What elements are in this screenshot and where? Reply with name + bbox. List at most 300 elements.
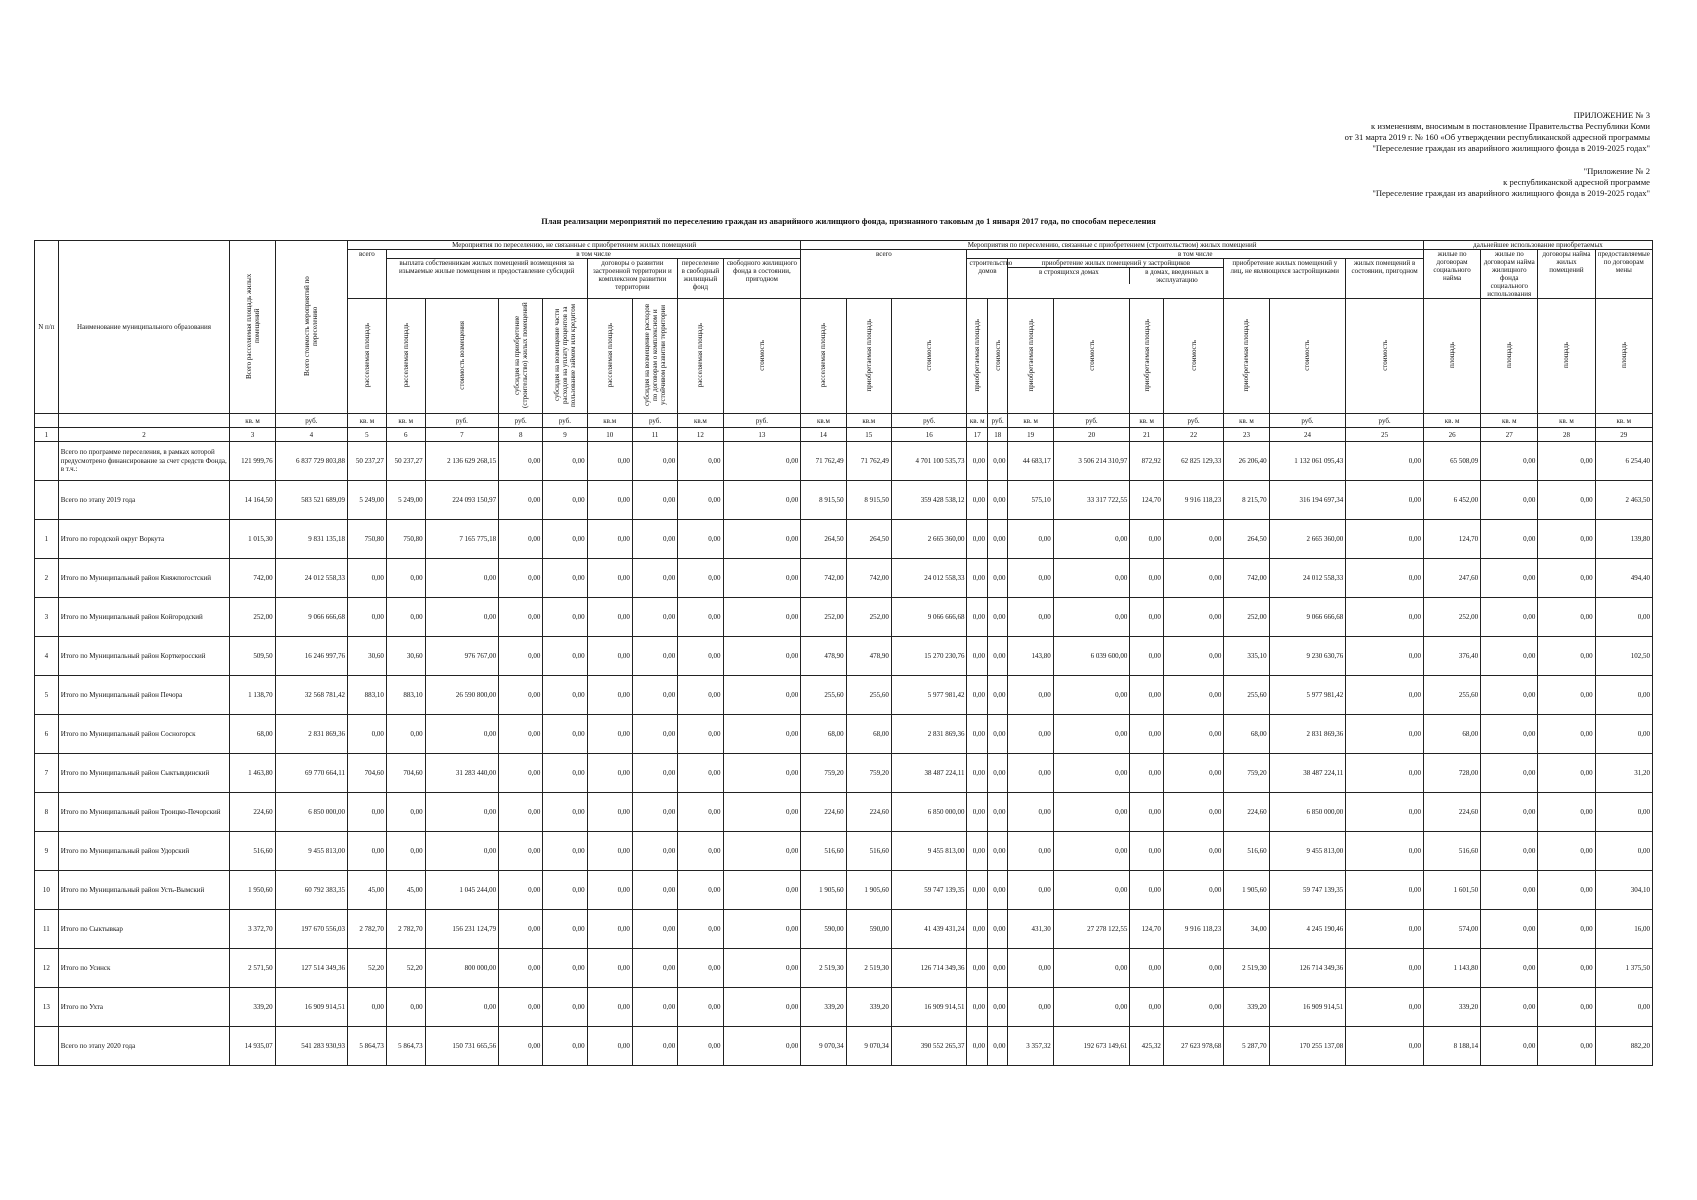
value-cell: 0,00 <box>425 715 498 754</box>
value-cell: 0,00 <box>1346 559 1424 598</box>
value-cell: 516,60 <box>1423 832 1480 871</box>
value-cell: 9 455 813,00 <box>1269 832 1346 871</box>
value-cell: 0,00 <box>723 520 801 559</box>
value-cell: 139,80 <box>1595 520 1652 559</box>
value-cell: 0,00 <box>1163 871 1223 910</box>
value-cell: 704,60 <box>386 754 425 793</box>
value-cell: 0,00 <box>1130 598 1163 637</box>
value-cell: 0,00 <box>543 988 587 1027</box>
unit-cell: кв. м <box>1008 414 1053 428</box>
table-row <box>35 910 1653 949</box>
value-cell: 1 375,50 <box>1595 949 1652 988</box>
value-cell: 0,00 <box>987 520 1008 559</box>
value-cell: 69 770 664,11 <box>275 754 347 793</box>
value-cell: 0,00 <box>967 754 988 793</box>
value-cell: 339,20 <box>801 988 846 1027</box>
value-cell: 0,00 <box>587 910 632 949</box>
header-a-free-fund: переселение в свободный жилищный фонд <box>678 259 723 299</box>
value-cell: 0,00 <box>1130 754 1163 793</box>
header-total-area: Всего расселяемая площадь жилых помещений <box>230 241 275 414</box>
value-cell: 0,00 <box>1538 637 1595 676</box>
value-cell: 0,00 <box>1346 481 1424 520</box>
column-number-cell: 1 <box>35 428 59 442</box>
value-cell: 0,00 <box>347 793 386 832</box>
value-cell: 0,00 <box>1595 832 1652 871</box>
municipality-name: Итого по Ухта <box>58 988 230 1027</box>
value-cell: 9 455 813,00 <box>891 832 967 871</box>
row-number <box>35 442 59 481</box>
municipality-name: Итого по Муниципальный район Корткеросский <box>58 637 230 676</box>
value-cell: 742,00 <box>230 559 275 598</box>
value-cell: 883,10 <box>347 676 386 715</box>
value-cell: 0,00 <box>1481 715 1538 754</box>
value-cell: 0,00 <box>678 793 723 832</box>
value-cell: 0,00 <box>543 598 587 637</box>
value-cell: 0,00 <box>425 832 498 871</box>
value-cell: 0,00 <box>499 1027 543 1066</box>
value-cell: 0,00 <box>1538 949 1595 988</box>
value-cell: 0,00 <box>723 676 801 715</box>
value-cell: 872,92 <box>1130 442 1163 481</box>
value-cell: 0,00 <box>587 637 632 676</box>
value-cell: 2 519,30 <box>846 949 891 988</box>
value-cell: 0,00 <box>1053 871 1130 910</box>
value-cell: 0,00 <box>1163 520 1223 559</box>
header-b-acquire <box>1008 259 1224 299</box>
value-cell: 16 909 914,51 <box>275 988 347 1027</box>
municipality-name: Итого по Муниципальный район Койгородский <box>58 598 230 637</box>
value-cell: 0,00 <box>967 598 988 637</box>
value-cell: 0,00 <box>723 793 801 832</box>
value-cell: 0,00 <box>632 637 677 676</box>
column-number-cell: 15 <box>846 428 891 442</box>
value-cell: 68,00 <box>230 715 275 754</box>
value-cell: 9 070,34 <box>846 1027 891 1066</box>
value-cell: 31,20 <box>1595 754 1652 793</box>
value-cell: 0,00 <box>543 1027 587 1066</box>
value-cell: 0,00 <box>1130 637 1163 676</box>
value-cell: 0,00 <box>1595 676 1652 715</box>
value-cell: 0,00 <box>499 754 543 793</box>
value-cell: 0,00 <box>543 949 587 988</box>
value-cell: 1 045 244,00 <box>425 871 498 910</box>
value-cell: 0,00 <box>1538 676 1595 715</box>
value-cell: 0,00 <box>1538 520 1595 559</box>
row-number: 6 <box>35 715 59 754</box>
unit-cell: кв. м <box>1481 414 1538 428</box>
table-row <box>35 754 1653 793</box>
value-cell: 3 372,70 <box>230 910 275 949</box>
value-cell: 0,00 <box>1346 793 1424 832</box>
value-cell: 0,00 <box>425 598 498 637</box>
value-cell: 38 487 224,11 <box>891 754 967 793</box>
unit-cell: руб. <box>1269 414 1346 428</box>
value-cell: 0,00 <box>543 481 587 520</box>
value-cell: 0,00 <box>543 754 587 793</box>
header-b-from-persons: приобретение жилых помещений у лиц, не являющихся застройщиками <box>1224 259 1346 299</box>
value-cell: 0,00 <box>967 637 988 676</box>
value-cell: 224,60 <box>846 793 891 832</box>
value-cell: 0,00 <box>499 793 543 832</box>
value-cell: 0,00 <box>1538 598 1595 637</box>
value-cell: 255,60 <box>1224 676 1269 715</box>
row-number: 7 <box>35 754 59 793</box>
value-cell: 0,00 <box>632 481 677 520</box>
value-cell: 0,00 <box>1130 793 1163 832</box>
value-cell: 0,00 <box>678 481 723 520</box>
header-group-acquisition: Мероприятия по переселению, связанные с приобретением (строительством) жилых помещений <box>801 241 1424 250</box>
value-cell: 6 850 000,00 <box>891 793 967 832</box>
header-col23: приобретаемая площадь <box>1224 299 1269 414</box>
municipality-name: Итого по Усинск <box>58 949 230 988</box>
value-cell: 0,00 <box>678 520 723 559</box>
table-row <box>35 481 1653 520</box>
value-cell: 541 283 930,93 <box>275 1027 347 1066</box>
value-cell: 0,00 <box>1538 871 1595 910</box>
value-cell: 0,00 <box>1130 988 1163 1027</box>
value-cell: 0,00 <box>543 832 587 871</box>
header-col8: субсидия на приобретение (строительство) жилых помещений <box>499 299 543 414</box>
value-cell: 0,00 <box>987 871 1008 910</box>
value-cell: 4 245 190,46 <box>1269 910 1346 949</box>
column-number-cell: 27 <box>1481 428 1538 442</box>
value-cell: 0,00 <box>1538 910 1595 949</box>
value-cell: 127 514 349,36 <box>275 949 347 988</box>
value-cell: 0,00 <box>1163 949 1223 988</box>
value-cell: 0,00 <box>967 676 988 715</box>
value-cell: 0,00 <box>1163 598 1223 637</box>
value-cell: 0,00 <box>967 988 988 1027</box>
unit-cell: руб. <box>425 414 498 428</box>
value-cell: 0,00 <box>1053 676 1130 715</box>
header-col14: расселяемая площадь <box>801 299 846 414</box>
table-row <box>35 637 1653 676</box>
value-cell: 0,00 <box>1053 598 1130 637</box>
value-cell: 0,00 <box>1481 793 1538 832</box>
value-cell: 0,00 <box>987 637 1008 676</box>
appendix-3-line1: ПРИЛОЖЕНИЕ № 3 <box>1573 110 1650 120</box>
value-cell: 15 270 230,76 <box>891 637 967 676</box>
municipality-name: Итого по Муниципальный район Печора <box>58 676 230 715</box>
value-cell: 264,50 <box>1224 520 1269 559</box>
value-cell: 359 428 538,12 <box>891 481 967 520</box>
value-cell: 2 831 869,36 <box>1269 715 1346 754</box>
value-cell: 0,00 <box>1008 676 1053 715</box>
value-cell: 124,70 <box>1130 910 1163 949</box>
value-cell: 0,00 <box>499 637 543 676</box>
table-row <box>35 715 1653 754</box>
value-cell: 376,40 <box>1423 637 1480 676</box>
value-cell: 339,20 <box>230 988 275 1027</box>
value-cell: 0,00 <box>1481 1027 1538 1066</box>
value-cell: 0,00 <box>967 949 988 988</box>
row-number: 11 <box>35 910 59 949</box>
value-cell: 9 916 118,23 <box>1163 910 1223 949</box>
value-cell: 0,00 <box>425 559 498 598</box>
value-cell: 68,00 <box>1224 715 1269 754</box>
value-cell: 5 249,00 <box>386 481 425 520</box>
appendix-2-line3: "Переселение граждан из аварийного жилищного фонда в 2019-2025 годах" <box>1372 188 1650 198</box>
value-cell: 0,00 <box>347 832 386 871</box>
value-cell: 0,00 <box>587 871 632 910</box>
header-b-in-building: в строящихся домах <box>1008 268 1130 284</box>
value-cell: 0,00 <box>543 559 587 598</box>
value-cell: 0,00 <box>967 520 988 559</box>
header-col15: приобретаемая площадь <box>846 299 891 414</box>
value-cell: 0,00 <box>987 598 1008 637</box>
header-col27: площадь <box>1481 299 1538 414</box>
column-number-cell: 11 <box>632 428 677 442</box>
value-cell: 425,32 <box>1130 1027 1163 1066</box>
column-number-cell: 17 <box>967 428 988 442</box>
value-cell: 0,00 <box>967 559 988 598</box>
value-cell: 0,00 <box>1008 559 1053 598</box>
value-cell: 38 487 224,11 <box>1269 754 1346 793</box>
header-col26: площадь <box>1423 299 1480 414</box>
value-cell: 2 782,70 <box>347 910 386 949</box>
value-cell: 224 093 150,97 <box>425 481 498 520</box>
column-number-cell: 4 <box>275 428 347 442</box>
value-cell: 509,50 <box>230 637 275 676</box>
value-cell: 304,10 <box>1595 871 1652 910</box>
column-number-cell: 7 <box>425 428 498 442</box>
unit-cell: руб. <box>1163 414 1223 428</box>
value-cell: 0,00 <box>723 832 801 871</box>
value-cell: 0,00 <box>1481 559 1538 598</box>
row-number <box>35 1027 59 1066</box>
value-cell: 0,00 <box>587 442 632 481</box>
value-cell: 0,00 <box>1130 871 1163 910</box>
value-cell: 882,20 <box>1595 1027 1652 1066</box>
value-cell: 0,00 <box>386 988 425 1027</box>
unit-cell: кв.м <box>678 414 723 428</box>
value-cell: 0,00 <box>987 442 1008 481</box>
value-cell: 494,40 <box>1595 559 1652 598</box>
appendix-3-line2: к изменениям, вносимым в постановление Правительства Республики Коми <box>1371 121 1650 131</box>
header-b-total: всего <box>801 250 967 299</box>
municipality-name: Итого по Муниципальный район Удорский <box>58 832 230 871</box>
column-number-cell: 28 <box>1538 428 1595 442</box>
value-cell: 9 066 666,68 <box>275 598 347 637</box>
value-cell: 5 287,70 <box>1224 1027 1269 1066</box>
header-b-in-which: в том числе <box>967 250 1424 259</box>
row-number: 5 <box>35 676 59 715</box>
value-cell: 0,00 <box>1481 754 1538 793</box>
value-cell: 0,00 <box>1346 442 1424 481</box>
value-cell: 34,00 <box>1224 910 1269 949</box>
value-cell: 14 935,07 <box>230 1027 275 1066</box>
value-cell: 31 283 440,00 <box>425 754 498 793</box>
value-cell: 0,00 <box>1346 637 1424 676</box>
value-cell: 0,00 <box>678 871 723 910</box>
value-cell: 33 317 722,55 <box>1053 481 1130 520</box>
value-cell: 0,00 <box>1008 715 1053 754</box>
appendix-3-header <box>1345 110 1650 154</box>
value-cell: 0,00 <box>1346 520 1424 559</box>
header-col16: стоимость <box>891 299 967 414</box>
value-cell: 0,00 <box>587 676 632 715</box>
column-number-cell: 19 <box>1008 428 1053 442</box>
value-cell: 339,20 <box>846 988 891 1027</box>
units-row <box>35 414 1653 428</box>
value-cell: 0,00 <box>987 559 1008 598</box>
value-cell: 0,00 <box>543 676 587 715</box>
value-cell: 264,50 <box>846 520 891 559</box>
row-number: 4 <box>35 637 59 676</box>
value-cell: 0,00 <box>1538 1027 1595 1066</box>
value-cell: 26 590 800,00 <box>425 676 498 715</box>
value-cell: 976 767,00 <box>425 637 498 676</box>
header-b-acquire-label: приобретение жилых помещений у застройщиков <box>1008 259 1223 268</box>
value-cell: 2 782,70 <box>386 910 425 949</box>
value-cell: 0,00 <box>1130 676 1163 715</box>
value-cell: 0,00 <box>632 520 677 559</box>
value-cell: 0,00 <box>987 715 1008 754</box>
value-cell: 8 215,70 <box>1224 481 1269 520</box>
value-cell: 50 237,27 <box>386 442 425 481</box>
value-cell: 0,00 <box>1053 559 1130 598</box>
value-cell: 0,00 <box>632 793 677 832</box>
value-cell: 0,00 <box>1130 832 1163 871</box>
value-cell: 8 915,50 <box>801 481 846 520</box>
value-cell: 0,00 <box>632 715 677 754</box>
value-cell: 0,00 <box>499 676 543 715</box>
value-cell: 0,00 <box>587 715 632 754</box>
value-cell: 52,20 <box>347 949 386 988</box>
value-cell: 0,00 <box>1481 910 1538 949</box>
value-cell: 0,00 <box>987 793 1008 832</box>
value-cell: 197 670 556,03 <box>275 910 347 949</box>
value-cell: 14 164,50 <box>230 481 275 520</box>
row-number <box>35 481 59 520</box>
unit-cell: руб. <box>275 414 347 428</box>
value-cell: 192 673 149,61 <box>1053 1027 1130 1066</box>
value-cell: 0,00 <box>499 871 543 910</box>
value-cell: 0,00 <box>678 910 723 949</box>
value-cell: 0,00 <box>543 715 587 754</box>
value-cell: 60 792 383,35 <box>275 871 347 910</box>
value-cell: 126 714 349,36 <box>891 949 967 988</box>
value-cell: 0,00 <box>347 598 386 637</box>
value-cell: 0,00 <box>499 988 543 1027</box>
column-number-cell: 24 <box>1269 428 1346 442</box>
value-cell: 0,00 <box>499 598 543 637</box>
unit-cell: руб. <box>632 414 677 428</box>
value-cell: 5 864,73 <box>386 1027 425 1066</box>
value-cell: 0,00 <box>632 559 677 598</box>
value-cell: 4 701 100 535,73 <box>891 442 967 481</box>
value-cell: 32 568 781,42 <box>275 676 347 715</box>
municipality-name: Всего по этапу 2020 года <box>58 1027 230 1066</box>
value-cell: 0,00 <box>1346 1027 1424 1066</box>
value-cell: 0,00 <box>1595 715 1652 754</box>
value-cell: 0,00 <box>587 598 632 637</box>
value-cell: 45,00 <box>386 871 425 910</box>
value-cell: 0,00 <box>678 754 723 793</box>
value-cell: 759,20 <box>846 754 891 793</box>
value-cell: 255,60 <box>846 676 891 715</box>
value-cell: 0,00 <box>987 481 1008 520</box>
value-cell: 1 132 061 095,43 <box>1269 442 1346 481</box>
plan-title: План реализации мероприятий по переселению граждан из аварийного жилищного фонда, признанного таковым до 1 января 2017 года, по способам переселения <box>541 217 1156 226</box>
value-cell: 478,90 <box>801 637 846 676</box>
column-number-cell: 29 <box>1595 428 1652 442</box>
header-col25: стоимость <box>1346 299 1424 414</box>
value-cell: 742,00 <box>846 559 891 598</box>
value-cell: 27 278 122,55 <box>1053 910 1130 949</box>
value-cell: 252,00 <box>230 598 275 637</box>
municipality-name: Итого по Муниципальный район Княжпогостский <box>58 559 230 598</box>
value-cell: 0,00 <box>587 481 632 520</box>
value-cell: 0,00 <box>543 637 587 676</box>
table-row <box>35 520 1653 559</box>
value-cell: 0,00 <box>1481 871 1538 910</box>
header-col17: приобретаемая площадь <box>967 299 988 414</box>
value-cell: 9 066 666,68 <box>891 598 967 637</box>
value-cell: 0,00 <box>1130 715 1163 754</box>
value-cell: 0,00 <box>723 637 801 676</box>
value-cell: 0,00 <box>1130 559 1163 598</box>
value-cell: 0,00 <box>499 559 543 598</box>
row-number: 12 <box>35 949 59 988</box>
value-cell: 252,00 <box>1423 598 1480 637</box>
header-col7: стоимость возмещения <box>425 299 498 414</box>
value-cell: 9 831 135,18 <box>275 520 347 559</box>
value-cell: 156 231 124,79 <box>425 910 498 949</box>
value-cell: 6 850 000,00 <box>1269 793 1346 832</box>
header-c-col26: жилые по договорам социального найма <box>1423 250 1480 299</box>
column-number-cell: 10 <box>587 428 632 442</box>
value-cell: 0,00 <box>678 598 723 637</box>
header-col13: стоимость <box>723 299 801 414</box>
unit-cell: руб. <box>543 414 587 428</box>
value-cell: 800 000,00 <box>425 949 498 988</box>
unit-cell: кв. м <box>230 414 275 428</box>
value-cell: 0,00 <box>723 1027 801 1066</box>
value-cell: 0,00 <box>1346 832 1424 871</box>
value-cell: 2 571,50 <box>230 949 275 988</box>
appendix-2-line1: "Приложение № 2 <box>1583 166 1650 176</box>
header-c-col27: жилые по договорам найма жилищного фонда социального использования <box>1481 250 1538 299</box>
value-cell: 0,00 <box>678 715 723 754</box>
value-cell: 6 254,40 <box>1595 442 1652 481</box>
value-cell: 0,00 <box>1163 715 1223 754</box>
value-cell: 0,00 <box>1346 910 1424 949</box>
value-cell: 0,00 <box>987 676 1008 715</box>
value-cell: 1 143,80 <box>1423 949 1480 988</box>
unit-cell: кв. м <box>1595 414 1652 428</box>
value-cell: 3 357,32 <box>1008 1027 1053 1066</box>
value-cell: 0,00 <box>987 1027 1008 1066</box>
value-cell: 339,20 <box>1224 988 1269 1027</box>
value-cell: 2 519,30 <box>801 949 846 988</box>
value-cell: 7 165 775,18 <box>425 520 498 559</box>
value-cell: 0,00 <box>1481 637 1538 676</box>
unit-cell: кв. м <box>1130 414 1163 428</box>
value-cell: 247,60 <box>1423 559 1480 598</box>
units-cell-empty <box>35 414 59 428</box>
value-cell: 575,10 <box>1008 481 1053 520</box>
value-cell: 27 623 978,68 <box>1163 1027 1223 1066</box>
value-cell: 0,00 <box>1538 715 1595 754</box>
value-cell: 65 508,09 <box>1423 442 1480 481</box>
value-cell: 0,00 <box>723 871 801 910</box>
value-cell: 0,00 <box>1346 754 1424 793</box>
table-row <box>35 442 1653 481</box>
municipality-name: Итого по Сыктывкар <box>58 910 230 949</box>
value-cell: 0,00 <box>1053 715 1130 754</box>
value-cell: 0,00 <box>1538 481 1595 520</box>
